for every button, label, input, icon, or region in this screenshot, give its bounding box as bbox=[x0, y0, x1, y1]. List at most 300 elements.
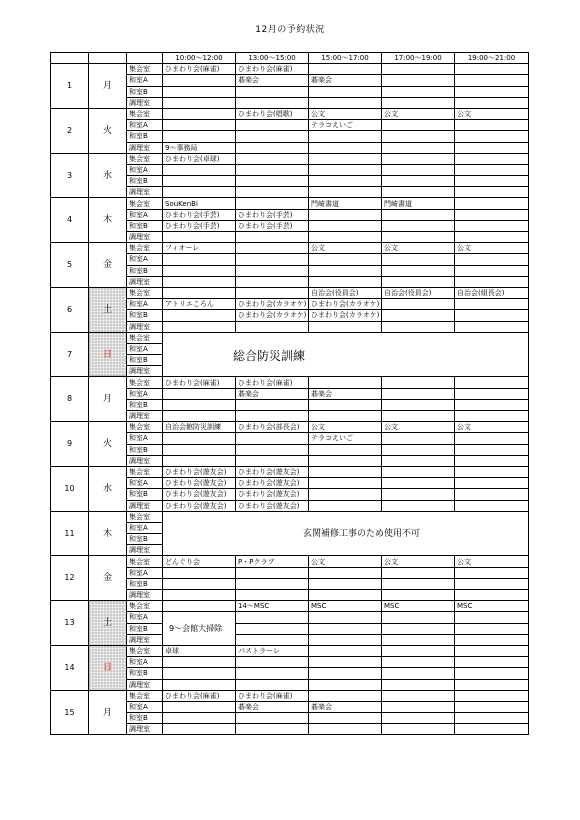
schedule-row bbox=[51, 511, 529, 522]
booking-cell: 公文 bbox=[309, 422, 382, 433]
booking-cell bbox=[163, 310, 236, 321]
booking-cell: ひまわり会(麻雀) bbox=[163, 64, 236, 75]
room-label: 調理室 bbox=[127, 232, 163, 243]
booking-cell bbox=[382, 444, 455, 455]
booking-cell: 自治会(役員会) bbox=[382, 287, 455, 298]
day-number: 10 bbox=[51, 466, 89, 511]
booking-cell bbox=[455, 444, 529, 455]
booking-cell bbox=[309, 612, 382, 623]
schedule-row bbox=[51, 64, 529, 75]
booking-cell bbox=[236, 97, 309, 108]
booking-cell bbox=[309, 164, 382, 175]
booking-cell bbox=[455, 209, 529, 220]
booking-cell: 14～MSC bbox=[236, 601, 309, 612]
booking-cell bbox=[236, 657, 309, 668]
room-label: 調理室 bbox=[127, 634, 163, 645]
booking-cell bbox=[163, 601, 236, 612]
booking-cell bbox=[309, 209, 382, 220]
booking-cell: ひまわり会(カラオケ) bbox=[309, 310, 382, 321]
room-label: 和室A bbox=[127, 612, 163, 623]
room-label: 和室A bbox=[127, 299, 163, 310]
weekday-label: 水 bbox=[89, 153, 127, 198]
booking-cell bbox=[455, 388, 529, 399]
room-label: 和室A bbox=[127, 120, 163, 131]
booking-cell bbox=[382, 500, 455, 511]
day-notice: 総合防災訓練 bbox=[163, 332, 529, 377]
room-label: 和室B bbox=[127, 489, 163, 500]
weekday-label: 木 bbox=[89, 198, 127, 243]
booking-cell bbox=[236, 153, 309, 164]
booking-cell bbox=[163, 187, 236, 198]
booking-cell bbox=[382, 489, 455, 500]
booking-cell bbox=[455, 254, 529, 265]
booking-cell: 公文 bbox=[455, 243, 529, 254]
booking-cell bbox=[455, 220, 529, 231]
booking-cell bbox=[236, 411, 309, 422]
booking-cell bbox=[163, 75, 236, 86]
booking-cell bbox=[163, 176, 236, 187]
booking-cell bbox=[309, 634, 382, 645]
room-label: 集会室 bbox=[127, 690, 163, 701]
booking-cell bbox=[309, 668, 382, 679]
booking-cell bbox=[382, 265, 455, 276]
booking-cell bbox=[236, 578, 309, 589]
schedule-row bbox=[51, 377, 529, 388]
booking-cell bbox=[309, 590, 382, 601]
room-label: 調理室 bbox=[127, 590, 163, 601]
page-title: 12月の予約状況 bbox=[255, 25, 325, 35]
weekday-label: 土 bbox=[89, 601, 127, 646]
weekday-label: 月 bbox=[89, 377, 127, 422]
booking-cell bbox=[455, 590, 529, 601]
booking-cell bbox=[163, 444, 236, 455]
booking-cell bbox=[236, 567, 309, 578]
booking-cell bbox=[455, 657, 529, 668]
booking-cell: 碁楽会 bbox=[309, 75, 382, 86]
booking-cell bbox=[455, 433, 529, 444]
booking-cell: ひまわり会(唱歌) bbox=[236, 108, 309, 119]
booking-cell: フィオーレ bbox=[163, 243, 236, 254]
room-label: 集会室 bbox=[127, 332, 163, 343]
room-label: 集会室 bbox=[127, 377, 163, 388]
booking-cell: ひまわり会(手芸) bbox=[163, 220, 236, 231]
schedule-row bbox=[51, 556, 529, 567]
booking-cell: 自治会(役員会) bbox=[309, 287, 382, 298]
booking-cell bbox=[309, 220, 382, 231]
booking-cell bbox=[309, 690, 382, 701]
booking-cell bbox=[236, 243, 309, 254]
booking-cell bbox=[382, 690, 455, 701]
booking-cell bbox=[382, 299, 455, 310]
booking-cell bbox=[455, 489, 529, 500]
weekday-label: 日 bbox=[89, 645, 127, 690]
booking-cell bbox=[455, 321, 529, 332]
booking-cell: ひまわり会(手芸) bbox=[236, 209, 309, 220]
room-label: 調理室 bbox=[127, 321, 163, 332]
booking-cell: ひまわり会(遊友会) bbox=[163, 489, 236, 500]
booking-cell bbox=[163, 265, 236, 276]
room-label: 調理室 bbox=[127, 455, 163, 466]
booking-cell bbox=[382, 131, 455, 142]
booking-cell bbox=[309, 377, 382, 388]
room-label: 和室A bbox=[127, 478, 163, 489]
time-slot-header: 15:00～17:00 bbox=[309, 53, 382, 64]
booking-cell bbox=[309, 567, 382, 578]
schedule-row bbox=[51, 108, 529, 119]
day-number: 9 bbox=[51, 422, 89, 467]
weekday-label: 土 bbox=[89, 287, 127, 332]
schedule-row bbox=[51, 287, 529, 298]
booking-cell bbox=[309, 623, 382, 634]
room-label: 集会室 bbox=[127, 287, 163, 298]
room-label: 和室B bbox=[127, 623, 163, 634]
booking-cell bbox=[455, 690, 529, 701]
booking-cell: MSC bbox=[455, 601, 529, 612]
room-label: 和室A bbox=[127, 522, 163, 533]
booking-cell: 卓球 bbox=[163, 645, 236, 656]
booking-cell bbox=[236, 634, 309, 645]
weekday-label: 水 bbox=[89, 466, 127, 511]
booking-cell bbox=[163, 120, 236, 131]
room-label: 集会室 bbox=[127, 153, 163, 164]
room-label: 集会室 bbox=[127, 198, 163, 209]
booking-cell bbox=[309, 187, 382, 198]
booking-cell: ひまわり会(手芸) bbox=[163, 209, 236, 220]
booking-cell: ひまわり会(遊友会) bbox=[163, 466, 236, 477]
booking-cell bbox=[309, 153, 382, 164]
booking-cell bbox=[455, 724, 529, 735]
booking-cell bbox=[236, 254, 309, 265]
booking-cell bbox=[309, 399, 382, 410]
room-label: 集会室 bbox=[127, 108, 163, 119]
room-label: 和室B bbox=[127, 86, 163, 97]
weekday-label: 火 bbox=[89, 422, 127, 467]
booking-cell bbox=[382, 478, 455, 489]
booking-cell: 公文 bbox=[382, 422, 455, 433]
booking-cell bbox=[163, 97, 236, 108]
booking-cell: 公文 bbox=[382, 556, 455, 567]
day-number: 3 bbox=[51, 153, 89, 198]
booking-cell: テラコえいご bbox=[309, 120, 382, 131]
booking-cell bbox=[455, 623, 529, 634]
room-label: 和室B bbox=[127, 534, 163, 545]
schedule-row bbox=[51, 466, 529, 477]
booking-cell bbox=[236, 679, 309, 690]
booking-cell: 公文 bbox=[309, 108, 382, 119]
booking-cell bbox=[309, 97, 382, 108]
booking-cell: 門崎書道 bbox=[382, 198, 455, 209]
booking-cell bbox=[455, 131, 529, 142]
booking-cell: ひまわり会(手芸) bbox=[236, 220, 309, 231]
day-notice: 玄関補修工事のため使用不可 bbox=[163, 511, 529, 556]
booking-cell: ひまわり会(カラオケ) bbox=[236, 299, 309, 310]
day-notice: 9～会館大掃除 bbox=[163, 612, 236, 646]
booking-cell bbox=[236, 623, 309, 634]
booking-cell bbox=[455, 187, 529, 198]
booking-cell bbox=[163, 287, 236, 298]
booking-cell bbox=[382, 321, 455, 332]
booking-cell: ひまわり会(遊友会) bbox=[236, 489, 309, 500]
room-label: 和室A bbox=[127, 567, 163, 578]
booking-cell bbox=[236, 287, 309, 298]
booking-cell: ひまわり会(カラオケ) bbox=[236, 310, 309, 321]
booking-cell bbox=[455, 276, 529, 287]
booking-cell bbox=[382, 276, 455, 287]
room-label: 和室B bbox=[127, 355, 163, 366]
day-number: 6 bbox=[51, 287, 89, 332]
booking-cell bbox=[309, 713, 382, 724]
room-label: 和室B bbox=[127, 578, 163, 589]
schedule-row bbox=[51, 153, 529, 164]
booking-cell: 自治会館防災訓練 bbox=[163, 422, 236, 433]
booking-cell bbox=[236, 164, 309, 175]
booking-cell: 公文 bbox=[455, 108, 529, 119]
room-label: 和室B bbox=[127, 176, 163, 187]
booking-cell bbox=[163, 679, 236, 690]
booking-cell: パストラーレ bbox=[236, 645, 309, 656]
booking-cell bbox=[455, 567, 529, 578]
booking-cell: 公文 bbox=[382, 108, 455, 119]
booking-cell bbox=[382, 86, 455, 97]
booking-cell bbox=[236, 232, 309, 243]
room-label: 調理室 bbox=[127, 276, 163, 287]
booking-cell bbox=[455, 645, 529, 656]
booking-cell bbox=[236, 265, 309, 276]
booking-cell bbox=[163, 388, 236, 399]
booking-cell bbox=[382, 679, 455, 690]
booking-cell: ひまわり会(遊友会) bbox=[236, 478, 309, 489]
room-label: 集会室 bbox=[127, 64, 163, 75]
booking-cell bbox=[455, 578, 529, 589]
booking-cell bbox=[163, 455, 236, 466]
booking-cell: ひまわり会(麻雀) bbox=[163, 377, 236, 388]
booking-cell bbox=[163, 164, 236, 175]
booking-cell bbox=[455, 399, 529, 410]
room-label: 和室B bbox=[127, 265, 163, 276]
booking-cell bbox=[382, 187, 455, 198]
booking-cell bbox=[382, 612, 455, 623]
booking-cell bbox=[382, 724, 455, 735]
room-label: 和室A bbox=[127, 75, 163, 86]
booking-cell bbox=[455, 478, 529, 489]
booking-cell: MSC bbox=[309, 601, 382, 612]
booking-cell: どんぐり会 bbox=[163, 556, 236, 567]
booking-cell bbox=[309, 276, 382, 287]
booking-cell: 公文 bbox=[382, 243, 455, 254]
room-label: 調理室 bbox=[127, 500, 163, 511]
booking-cell: ひまわり会(麻雀) bbox=[236, 64, 309, 75]
booking-cell bbox=[236, 590, 309, 601]
booking-cell bbox=[163, 657, 236, 668]
booking-cell: ひまわり会(遊友会) bbox=[163, 478, 236, 489]
booking-cell bbox=[455, 668, 529, 679]
booking-cell bbox=[382, 142, 455, 153]
day-number: 13 bbox=[51, 601, 89, 646]
booking-cell bbox=[382, 433, 455, 444]
booking-cell bbox=[382, 220, 455, 231]
booking-cell bbox=[309, 411, 382, 422]
booking-cell bbox=[236, 713, 309, 724]
booking-cell bbox=[236, 612, 309, 623]
booking-cell bbox=[455, 310, 529, 321]
booking-cell bbox=[163, 254, 236, 265]
booking-cell bbox=[382, 623, 455, 634]
booking-cell bbox=[455, 232, 529, 243]
booking-cell: 碁楽会 bbox=[236, 388, 309, 399]
booking-cell bbox=[455, 153, 529, 164]
booking-cell bbox=[455, 612, 529, 623]
booking-cell bbox=[382, 254, 455, 265]
booking-cell bbox=[455, 176, 529, 187]
day-number: 1 bbox=[51, 64, 89, 109]
room-label: 和室B bbox=[127, 220, 163, 231]
booking-cell bbox=[163, 321, 236, 332]
booking-cell bbox=[163, 131, 236, 142]
room-label: 和室A bbox=[127, 657, 163, 668]
booking-cell: 門崎書道 bbox=[309, 198, 382, 209]
room-label: 和室B bbox=[127, 713, 163, 724]
booking-cell bbox=[236, 321, 309, 332]
room-label: 和室B bbox=[127, 310, 163, 321]
booking-cell bbox=[163, 713, 236, 724]
booking-cell bbox=[309, 466, 382, 477]
booking-cell bbox=[455, 265, 529, 276]
schedule-row bbox=[51, 198, 529, 209]
booking-cell bbox=[309, 254, 382, 265]
booking-cell: テラコえいご bbox=[309, 433, 382, 444]
booking-cell bbox=[455, 679, 529, 690]
booking-cell: MSC bbox=[382, 601, 455, 612]
booking-cell bbox=[455, 500, 529, 511]
booking-cell bbox=[382, 164, 455, 175]
booking-cell bbox=[382, 668, 455, 679]
booking-cell bbox=[382, 153, 455, 164]
booking-cell bbox=[382, 701, 455, 712]
booking-cell bbox=[382, 209, 455, 220]
booking-cell bbox=[309, 500, 382, 511]
booking-cell bbox=[163, 578, 236, 589]
booking-cell: 碁楽会 bbox=[236, 701, 309, 712]
day-number: 14 bbox=[51, 645, 89, 690]
booking-cell bbox=[382, 713, 455, 724]
booking-cell bbox=[163, 668, 236, 679]
booking-cell bbox=[236, 724, 309, 735]
booking-cell bbox=[309, 265, 382, 276]
booking-cell bbox=[309, 578, 382, 589]
booking-cell bbox=[236, 399, 309, 410]
booking-cell bbox=[163, 232, 236, 243]
room-label: 和室B bbox=[127, 668, 163, 679]
booking-cell bbox=[382, 657, 455, 668]
room-label: 調理室 bbox=[127, 97, 163, 108]
booking-cell bbox=[455, 75, 529, 86]
booking-cell bbox=[382, 466, 455, 477]
booking-cell bbox=[455, 634, 529, 645]
booking-cell: ひまわり会(麻雀) bbox=[236, 690, 309, 701]
booking-cell bbox=[382, 590, 455, 601]
booking-cell bbox=[236, 444, 309, 455]
booking-cell bbox=[236, 455, 309, 466]
booking-cell: 9～事務局 bbox=[163, 142, 236, 153]
booking-cell bbox=[309, 724, 382, 735]
booking-cell bbox=[236, 668, 309, 679]
booking-cell bbox=[163, 724, 236, 735]
booking-cell bbox=[382, 64, 455, 75]
booking-cell: ひまわり会(遊友会) bbox=[163, 500, 236, 511]
booking-cell bbox=[309, 232, 382, 243]
booking-cell bbox=[382, 455, 455, 466]
time-slot-header: 10:00～12:00 bbox=[163, 53, 236, 64]
booking-cell bbox=[382, 120, 455, 131]
booking-cell bbox=[236, 120, 309, 131]
booking-cell: ひまわり会(麻雀) bbox=[163, 690, 236, 701]
booking-cell bbox=[382, 645, 455, 656]
day-number: 5 bbox=[51, 243, 89, 288]
day-number: 11 bbox=[51, 511, 89, 556]
time-slot-header: 13:00～15:00 bbox=[236, 53, 309, 64]
weekday-label: 金 bbox=[89, 243, 127, 288]
room-label: 和室B bbox=[127, 399, 163, 410]
booking-cell: ひまわり会(部長会) bbox=[236, 422, 309, 433]
booking-cell bbox=[309, 645, 382, 656]
booking-cell: ひまわり会(麻雀) bbox=[236, 377, 309, 388]
booking-cell: ひまわり会(卓球) bbox=[163, 153, 236, 164]
day-number: 4 bbox=[51, 198, 89, 243]
booking-cell bbox=[163, 433, 236, 444]
booking-cell bbox=[163, 86, 236, 97]
booking-cell bbox=[382, 75, 455, 86]
booking-cell bbox=[236, 276, 309, 287]
booking-cell bbox=[382, 176, 455, 187]
booking-cell bbox=[382, 634, 455, 645]
room-label: 集会室 bbox=[127, 422, 163, 433]
booking-cell: 公文 bbox=[309, 243, 382, 254]
schedule-body bbox=[51, 64, 529, 735]
booking-cell bbox=[236, 86, 309, 97]
room-label: 和室A bbox=[127, 343, 163, 354]
booking-cell: 公文 bbox=[455, 556, 529, 567]
day-number: 8 bbox=[51, 377, 89, 422]
room-label: 和室A bbox=[127, 164, 163, 175]
booking-cell bbox=[455, 701, 529, 712]
booking-cell bbox=[382, 232, 455, 243]
booking-cell bbox=[236, 142, 309, 153]
booking-cell: P・Pクラブ bbox=[236, 556, 309, 567]
booking-cell bbox=[455, 713, 529, 724]
booking-cell bbox=[309, 455, 382, 466]
booking-cell bbox=[455, 120, 529, 131]
booking-cell bbox=[309, 679, 382, 690]
weekday-label: 月 bbox=[89, 690, 127, 735]
booking-cell: 公文 bbox=[309, 556, 382, 567]
booking-cell: SouKenBi bbox=[163, 198, 236, 209]
booking-cell bbox=[455, 64, 529, 75]
booking-cell bbox=[382, 411, 455, 422]
booking-cell bbox=[309, 489, 382, 500]
booking-cell: ひまわり会(遊友会) bbox=[236, 500, 309, 511]
booking-cell bbox=[455, 299, 529, 310]
room-label: 和室A bbox=[127, 433, 163, 444]
booking-cell: 碁楽会 bbox=[309, 388, 382, 399]
room-label: 和室B bbox=[127, 131, 163, 142]
booking-cell bbox=[455, 455, 529, 466]
weekday-label: 木 bbox=[89, 511, 127, 556]
weekday-label: 火 bbox=[89, 108, 127, 153]
booking-cell bbox=[455, 411, 529, 422]
room-label: 和室A bbox=[127, 388, 163, 399]
booking-cell bbox=[382, 388, 455, 399]
schedule-row bbox=[51, 332, 529, 343]
